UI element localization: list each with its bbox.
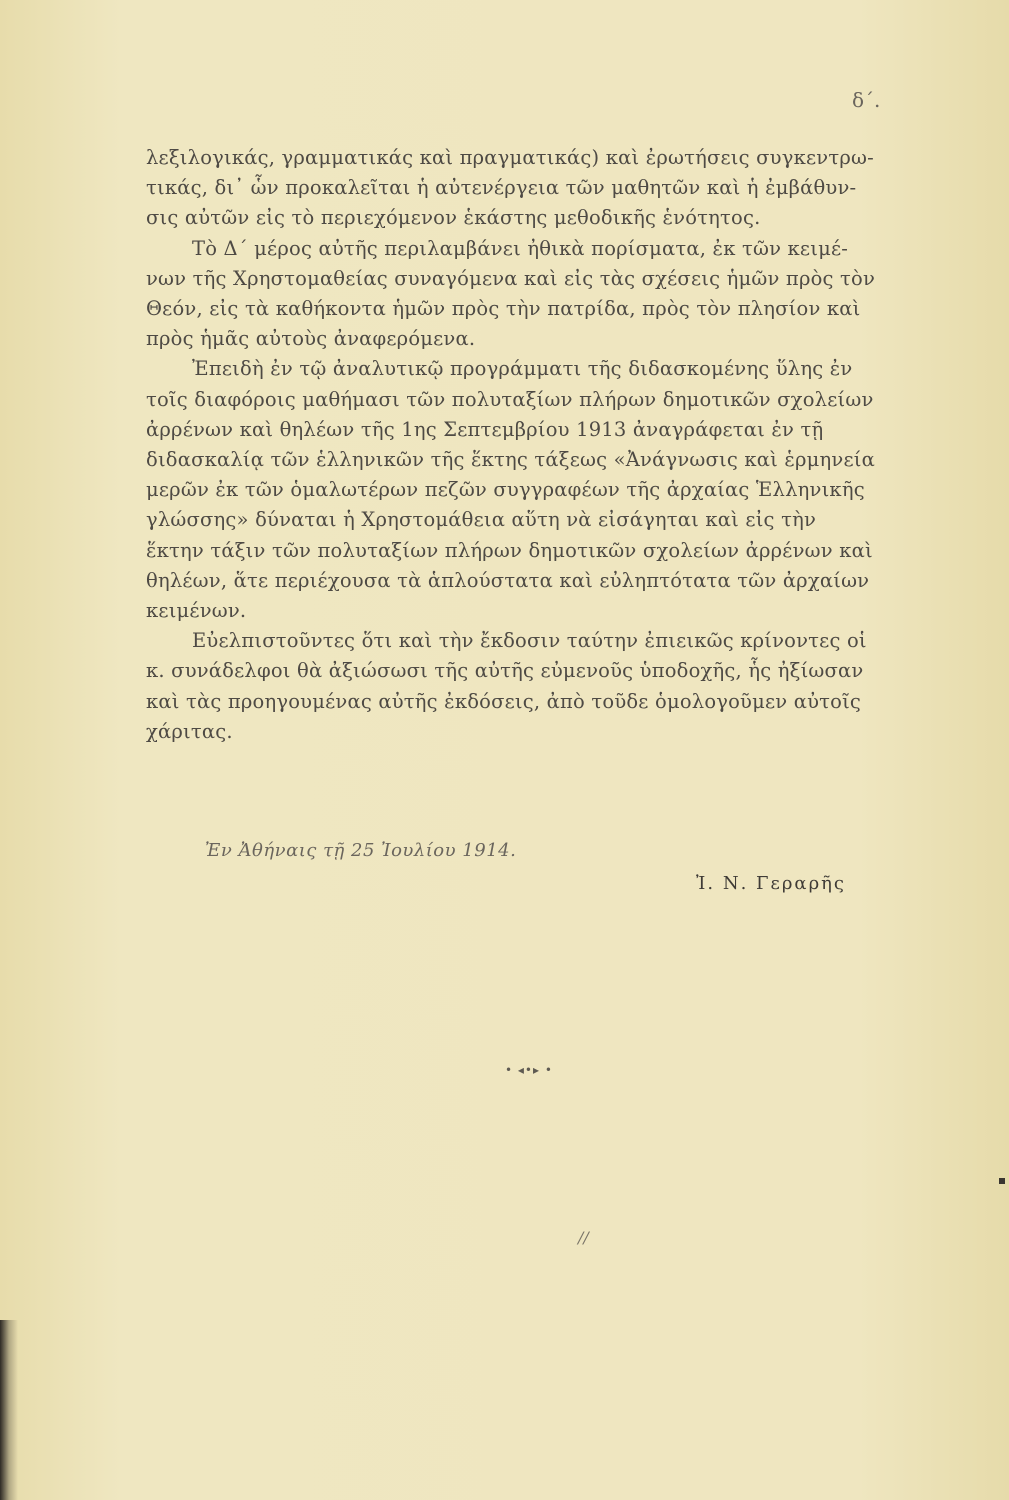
signature: Ἰ. Ν. Γεραρῆς: [696, 873, 847, 894]
text-line: Τὸ Δ΄ μέρος αὐτῆς περιλαμβάνει ἠθικὰ πορίσματα, ἐκ τῶν κειμέ-: [192, 236, 849, 260]
text-line: μερῶν ἐκ τῶν ὁμαλωτέρων πεζῶν συγγραφέων τῆς ἀρχαίας Ἑλληνικῆς: [146, 478, 865, 502]
text-line: ἕκτην τάξιν τῶν πολυταξίων πλήρων δημοτικῶν σχολείων ἀρρένων καὶ: [146, 538, 873, 562]
text-line: χάριτας.: [146, 719, 233, 743]
page-edge-mark: [999, 1178, 1005, 1184]
text-line: Θεόν, εἰς τὰ καθήκοντα ἡμῶν πρὸς τὴν πατρίδα, πρὸς τὸν πλησίον καὶ: [146, 297, 861, 321]
text-line: διδασκαλίᾳ τῶν ἑλληνικῶν τῆς ἕκτης τάξεως «Ἀνάγνωσις καὶ ἑρμηνεία: [146, 448, 876, 472]
text-line: κειμένων.: [146, 599, 247, 623]
page-edge-shadow: [0, 1320, 18, 1500]
body-text: [146, 143, 932, 747]
text-line: σις αὐτῶν εἰς τὸ περιεχόμενον ἑκάστης μεθοδικῆς ἑνότητος.: [146, 206, 761, 230]
text-line: καὶ τὰς προηγουμένας αὐτῆς ἐκδόσεις, ἀπὸ τοῦδε ὁμολογοῦμεν αὐτοῖς: [146, 689, 862, 713]
page-number: δ΄.: [852, 88, 881, 112]
text-line: γλώσσης» δύναται ἡ Χρηστομάθεια αὕτη νὰ εἰσάγηται καὶ εἰς τὴν: [146, 508, 817, 532]
scan-mark: //: [578, 1228, 589, 1247]
text-line: κ. συνάδελφοι θὰ ἀξιώσωσι τῆς αὐτῆς εὐμενοῦς ὑποδοχῆς, ἧς ἠξίωσαν: [146, 659, 864, 683]
text-line: νων τῆς Χρηστομαθείας συναγόμενα καὶ εἰς τὰς σχέσεις ἡμῶν πρὸς τὸν: [146, 266, 876, 290]
text-line: τικάς, δι᾽ ὧν προκαλεῖται ἡ αὐτενέργεια τῶν μαθητῶν καὶ ἡ ἐμβάθυν-: [146, 176, 857, 200]
text-line: τοῖς διαφόροις μαθήμασι τῶν πολυταξίων πλήρων δημοτικῶν σχολείων: [146, 387, 874, 411]
place-date: Ἐν Ἀθήναις τῇ 25 Ἰουλίου 1914.: [205, 840, 517, 861]
ornament-divider: • ◂•▸ •: [505, 1063, 553, 1077]
text-line: ἀρρένων καὶ θηλέων τῆς 1ης Σεπτεμβρίου 1913 ἀναγράφεται ἐν τῇ: [146, 417, 824, 441]
text-line: Εὐελπιστοῦντες ὅτι καὶ τὴν ἔκδοσιν ταύτην ἐπιεικῶς κρίνοντες οἱ: [192, 629, 867, 653]
text-line: θηλέων, ἅτε περιέχουσα τὰ ἁπλούστατα καὶ εὐληπτότατα τῶν ἀρχαίων: [146, 568, 870, 592]
text-line: λεξιλογικάς, γραμματικάς καὶ πραγματικάς) καὶ ἐρωτήσεις συγκεντρω-: [146, 146, 874, 169]
text-line: Ἐπειδὴ ἐν τῷ ἀναλυτικῷ προγράμματι τῆς διδασκομένης ὕλης ἐν: [192, 357, 853, 381]
text-line: πρὸς ἡμᾶς αὐτοὺς ἀναφερόμενα.: [146, 327, 476, 351]
